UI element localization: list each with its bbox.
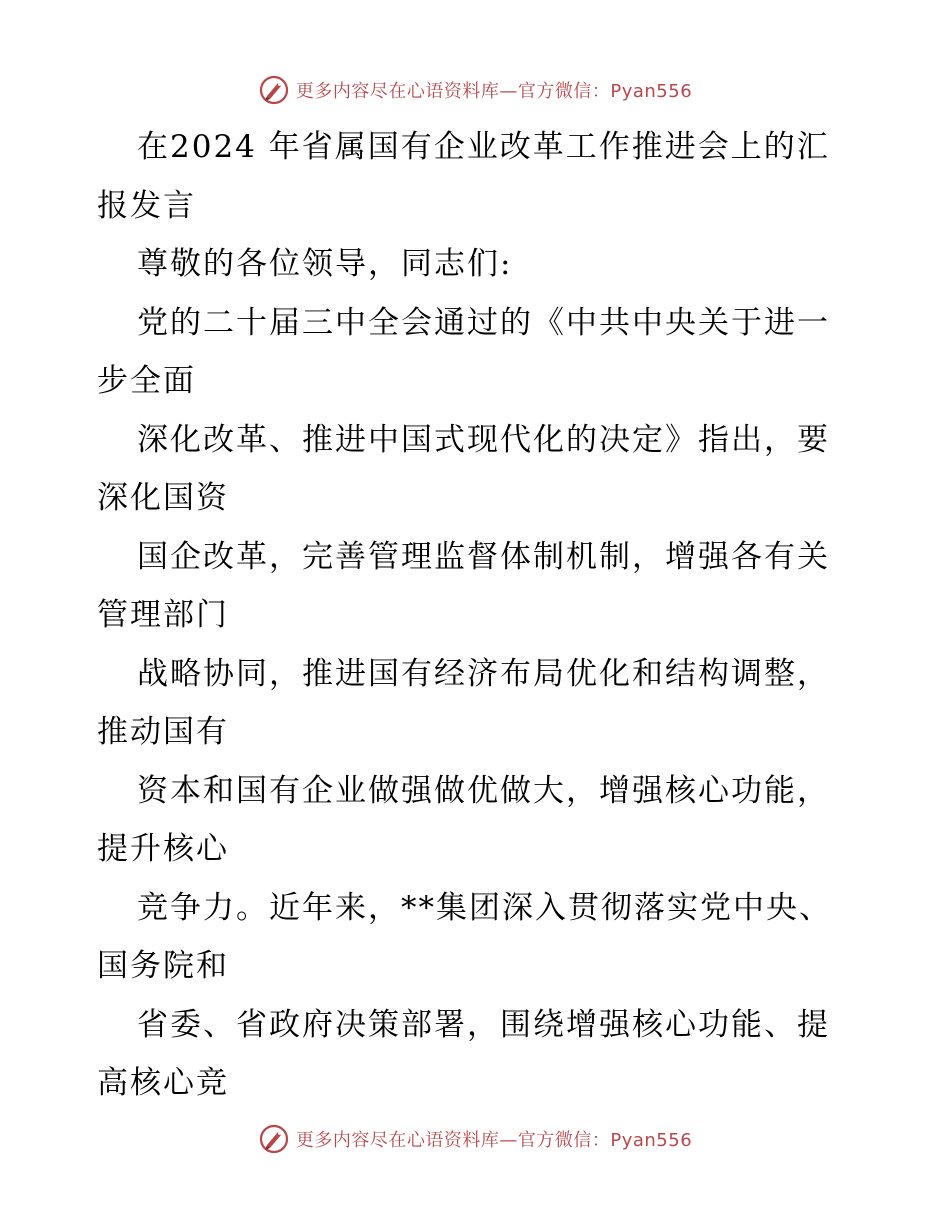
footer-watermark-text: 更多内容尽在心语资料库—官方微信：Pyan556 [295, 1130, 693, 1151]
text-line: 国企改革，完善管理监督体制机制，增强各有关 [137, 538, 830, 575]
text-line: 竞争力。近年来，**集团深入贯彻落实党中央、 [137, 889, 832, 926]
text-line: 提升核心 [97, 831, 229, 867]
text-line: 资本和国有企业做强做优做大，增强核心功能， [137, 772, 830, 809]
header-watermark [0, 73, 950, 107]
text-line: 省委、省政府决策部署，围绕增强核心功能、提 [137, 1006, 830, 1043]
text-line: 步全面 [97, 363, 196, 399]
text-line: 报发言 [97, 187, 196, 224]
text-line: 深化改革、推进中国式现代化的决定》指出，要 [137, 421, 830, 458]
text-line: 推动国有 [97, 714, 229, 750]
text-line: 在2024 年省属国有企业改革工作推进会上的汇 [137, 129, 830, 165]
document-body [97, 118, 857, 1113]
pen-logo-icon [258, 74, 290, 106]
text-line: 管理部门 [97, 597, 229, 633]
header-watermark-text: 更多内容尽在心语资料库—官方微信：Pyan556 [295, 81, 693, 102]
text-line: 深化国资 [97, 480, 229, 516]
text-line: 国务院和 [97, 948, 229, 984]
text-line: 高核心竞 [97, 1065, 229, 1101]
text-line: 党的二十届三中全会通过的《中共中央关于进一 [137, 304, 830, 341]
text-line: 战略协同，推进国有经济布局优化和结构调整， [137, 655, 830, 692]
footer-watermark [0, 1122, 950, 1156]
pen-logo-icon [258, 1123, 290, 1155]
text-line: 尊敬的各位领导，同志们: [137, 246, 513, 282]
